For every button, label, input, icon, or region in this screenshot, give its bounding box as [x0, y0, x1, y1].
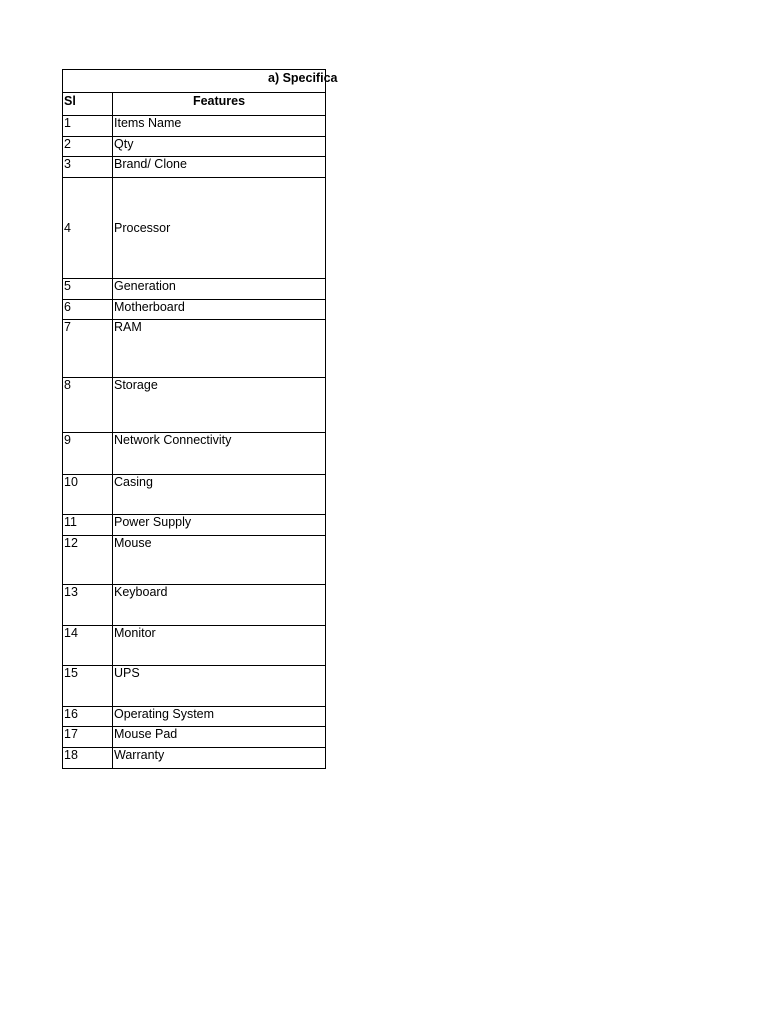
row-sl: 7	[63, 320, 113, 378]
row-feature: Generation	[113, 279, 326, 300]
row-sl: 10	[63, 475, 113, 515]
row-sl: 6	[63, 300, 113, 320]
header-row	[63, 93, 326, 116]
row-feature: UPS	[113, 666, 326, 707]
row-feature: Warranty	[113, 748, 326, 769]
row-sl: 9	[63, 433, 113, 475]
spec-table	[62, 92, 326, 769]
table-row	[63, 475, 326, 515]
row-sl: 2	[63, 137, 113, 157]
table-row	[63, 536, 326, 585]
row-sl: 16	[63, 707, 113, 727]
table-row	[63, 433, 326, 475]
row-sl: 3	[63, 157, 113, 178]
row-feature: Items Name	[113, 116, 326, 137]
header-sl: Sl	[63, 93, 113, 116]
table-row	[63, 727, 326, 748]
row-feature: Mouse Pad	[113, 727, 326, 748]
row-sl: 17	[63, 727, 113, 748]
row-sl: 8	[63, 378, 113, 433]
row-feature: Qty	[113, 137, 326, 157]
row-sl: 15	[63, 666, 113, 707]
row-feature: Keyboard	[113, 585, 326, 626]
row-feature: Motherboard	[113, 300, 326, 320]
table-row	[63, 585, 326, 626]
row-feature: Mouse	[113, 536, 326, 585]
row-feature: Network Connectivity	[113, 433, 326, 475]
row-sl: 18	[63, 748, 113, 769]
row-feature: Monitor	[113, 626, 326, 666]
row-feature: Power Supply	[113, 515, 326, 536]
table-row	[63, 116, 326, 137]
table-row	[63, 666, 326, 707]
table-row	[63, 320, 326, 378]
table-row	[63, 279, 326, 300]
table-row	[63, 626, 326, 666]
sheet-title: a) Specifica	[268, 71, 338, 85]
table-row	[63, 300, 326, 320]
row-sl: 1	[63, 116, 113, 137]
row-sl: 11	[63, 515, 113, 536]
row-sl: 4	[63, 178, 113, 279]
title-row	[62, 69, 338, 92]
row-feature: Brand/ Clone	[113, 157, 326, 178]
row-feature: Storage	[113, 378, 326, 433]
row-feature: Operating System	[113, 707, 326, 727]
table-row	[63, 157, 326, 178]
row-sl: 14	[63, 626, 113, 666]
table-row	[63, 178, 326, 279]
table-row	[63, 378, 326, 433]
row-feature: Casing	[113, 475, 326, 515]
row-sl: 13	[63, 585, 113, 626]
row-feature: Processor	[113, 178, 326, 279]
table-row	[63, 515, 326, 536]
row-sl: 12	[63, 536, 113, 585]
table-row	[63, 748, 326, 769]
row-sl: 5	[63, 279, 113, 300]
spec-sheet	[62, 69, 338, 769]
header-features: Features	[113, 93, 326, 116]
row-feature: RAM	[113, 320, 326, 378]
table-row	[63, 707, 326, 727]
table-row	[63, 137, 326, 157]
